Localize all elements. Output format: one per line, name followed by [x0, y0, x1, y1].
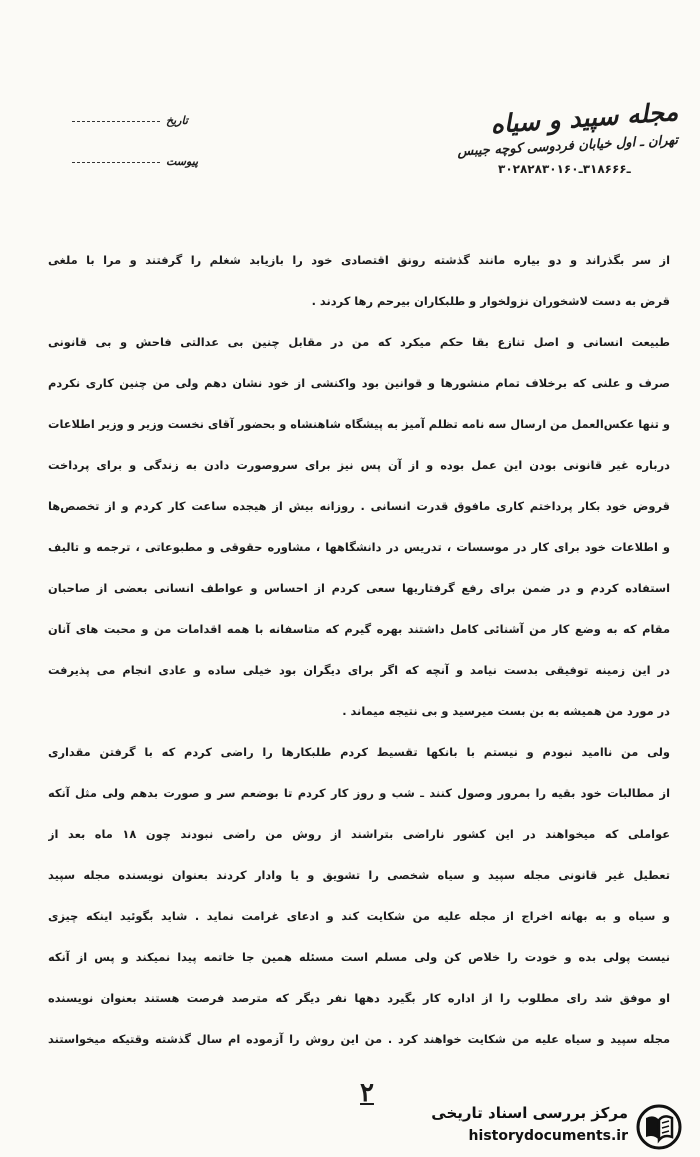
- watermark-name: مرکز بررسی اسناد تاریخی: [431, 1104, 628, 1122]
- date-line: [72, 120, 160, 122]
- body-line: از مطالبات خود بقیه را بمرور وصول کنند ـ شب و روز کار کردم تا بوضعم سر و صورت بدهم ولی مثل آنکه: [48, 786, 670, 800]
- body-line: مقام که به وضع کار من آشنائی کامل داشتند بهره گیرم که متاسفانه با همه اقدامات من و محبت های آنان: [48, 622, 670, 636]
- watermark-url: historydocuments.ir: [468, 1128, 628, 1144]
- body-line: از سر بگذراند و دو بیاره مانند گذشته رونق اقتصادی خود را بازیابد شغلم را گرفتند و مرا با ملغی: [48, 253, 670, 267]
- body-line: درباره غیر قانونی بودن این عمل بوده و از آن پس نیز برای سروصورت دادن به زندگی و برای پرداخت: [48, 458, 670, 472]
- body-line: قروض خود بکار پرداختم کاری مافوق قدرت انسانی . روزانه بیش از هیجده ساعت کار کردم و از تخصص‌ها: [48, 499, 670, 513]
- body-line: قرض به دست لاشخوران نزولخوار و طلبکاران بیرحم رها کردند .: [311, 294, 670, 308]
- body-line: و تنها عکس‌العمل من ارسال سه نامه تظلم آمیز به پیشگاه شاهنشاه و بحضور آقای نخست وزیر و وزیر اطلاعات: [48, 417, 670, 431]
- attachment-label: پیوست: [166, 155, 199, 168]
- letter-body: [48, 240, 670, 1060]
- watermark: [418, 1102, 688, 1152]
- attachment-field: [72, 155, 198, 168]
- letterhead: [457, 95, 679, 176]
- body-line: طبیعت انسانی و اصل تنازع بقا حکم میکرد که من در مقابل چنین بی عدالتی فاحش و بی قانونی: [48, 335, 670, 349]
- body-line: او موفق شد رای مطلوب را از اداره کار بگیرد دهها نفر دیگر که مترصد فرصت هستند بعنوان نویسنده: [48, 991, 670, 1005]
- body-line: عواملی که میخواهند در این کشور ناراضی بتراشند از روش من راضی نبودند چون ۱۸ ماه بعد از: [48, 827, 670, 841]
- date-field: [72, 114, 188, 127]
- page-number: ۲: [360, 1078, 374, 1108]
- body-line: صرف و علنی که برخلاف تمام منشورها و قوانین بود واکنشی از خود نشان دهم ولی من چنین کاری نکردم: [48, 376, 670, 390]
- attachment-line: [72, 161, 160, 163]
- body-line: استفاده کردم و در ضمن برای رفع گرفتاریها سعی کردم از احساس و عواطف انسانی بعضی از صاحبان: [48, 581, 670, 595]
- letterhead-address: تهران ـ اول خیابان فردوسی کوچه جیبس: [457, 133, 679, 160]
- open-book-logo-icon: [636, 1104, 682, 1150]
- body-line: در این زمینه توفیقی بدست نیامد و آنچه که اگر برای دیگران بود خیلی ساده و عادی انجام می پذیرفت: [48, 663, 670, 677]
- body-line: در مورد من همیشه به بن بست میرسید و بی نتیجه میماند .: [342, 704, 670, 718]
- body-line: نیست پولی بده و خودت را خلاص کن ولی مسلم است مسئله همین جا خاتمه پیدا نمیکند و پس از آنکه: [48, 950, 670, 964]
- body-line: ولی من ناامید نبودم و نیستم با بانکها تقسیط کردم طلبکارها را راضی کردم که با گرفتن مقداری: [48, 745, 670, 759]
- body-line: تعطیل غیر قانونی مجله سپید و سیاه شخصی را تشویق و یا وادار کردند بعنوان نویسنده مجله سپید: [48, 868, 670, 882]
- body-line: مجله سپید و سیاه علیه من شکایت خواهند کرد . من این روش را آزموده ام سال گذشته وقتیکه میخواستند: [48, 1032, 670, 1046]
- body-line: و اطلاعات خود برای کار در موسسات ، تدریس در دانشگاهها ، مشاوره حقوقی و مطبوعاتی ، ترجمه و تالیف: [48, 540, 670, 554]
- letterhead-title: مجله سپید و سیاه: [489, 97, 679, 140]
- letterhead-phones: ۳۰۲۸۲۸ـ۳۱۸۶۶۶ـ۳۰۱۶۰: [498, 162, 631, 176]
- body-line: و سیاه و به بهانه اخراج از مجله علیه من شکایت کند و ادعای غرامت نماید . شاید بگوئید اینکه چیزی: [48, 909, 670, 923]
- date-label: تاریخ: [166, 114, 188, 127]
